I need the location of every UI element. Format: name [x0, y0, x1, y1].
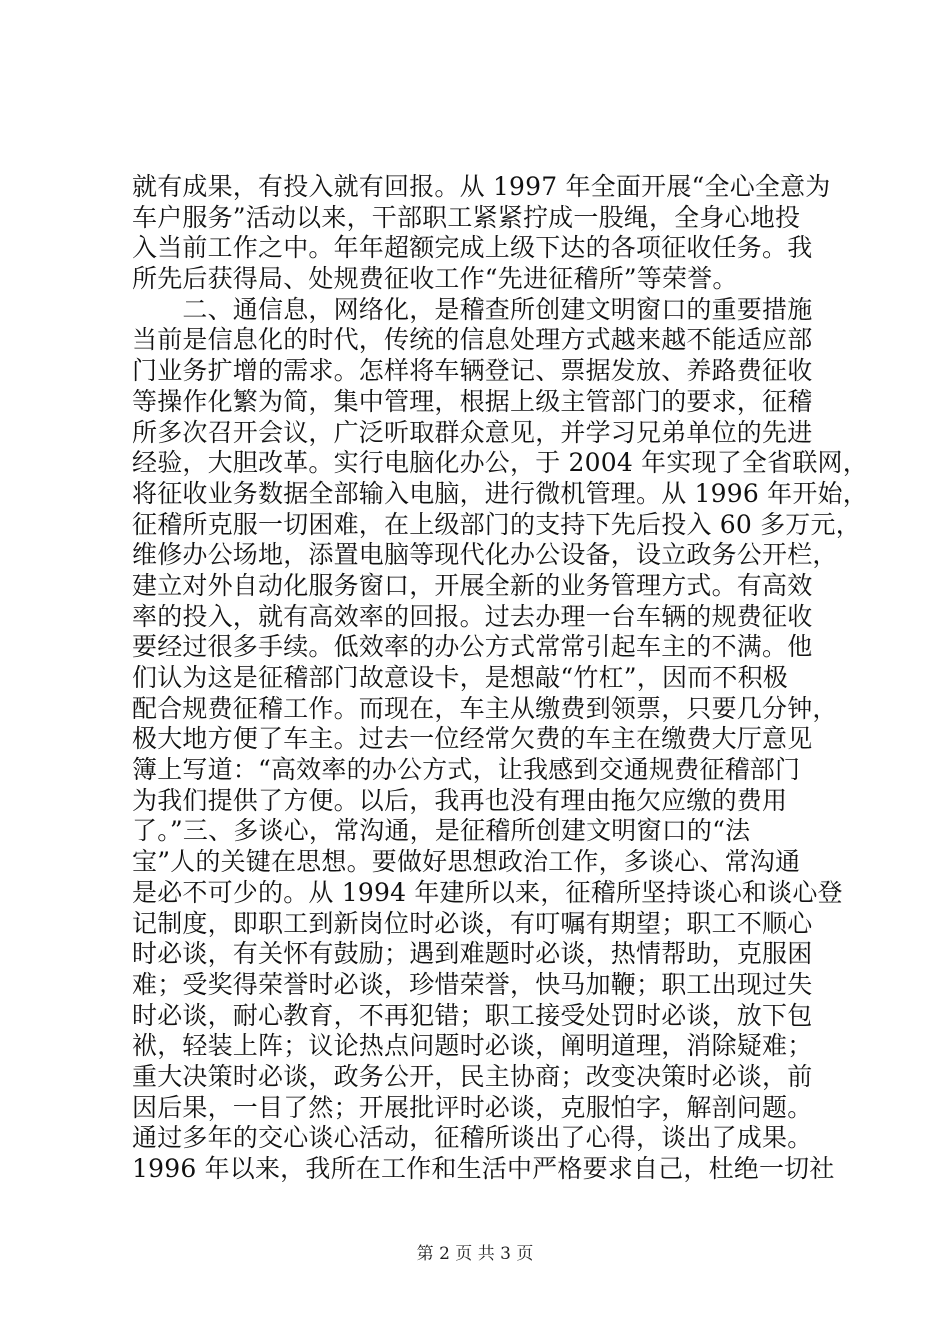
text-line: 建立对外自动化服务窗口，开展全新的业务管理方式。有高效: [132, 570, 813, 600]
text-line: 袱，轻装上阵；议论热点问题时必谈，阐明道理，消除疑难；: [132, 1031, 813, 1061]
text-line: 等操作化繁为简，集中管理，根据上级主管部门的要求，征稽: [132, 386, 813, 416]
text-line: 将征收业务数据全部输入电脑，进行微机管理。从 1996 年开始，: [132, 478, 868, 508]
text-line: 因后果，一目了然；开展批评时必谈，克服怕字，解剖问题。: [132, 1092, 813, 1122]
text-line: 征稽所克服一切困难，在上级部门的支持下先后投入 60 多万元，: [132, 509, 861, 539]
text-line: 宝”人的关键在思想。要做好思想政治工作，多谈心、常沟通: [132, 847, 801, 877]
text-line: 极大地方便了车主。过去一位经常欠费的车主在缴费大厅意见: [132, 724, 813, 754]
text-line: 入当前工作之中。年年超额完成上级下达的各项征收任务。我: [132, 233, 813, 263]
text-line: 时必谈，耐心教育，不再犯错；职工接受处罚时必谈，放下包: [132, 1000, 813, 1030]
text-line: 当前是信息化的时代，传统的信息处理方式越来越不能适应部: [132, 325, 813, 355]
text-line: 为我们提供了方便。以后，我再也没有理由拖欠应缴的费用: [132, 785, 788, 815]
text-line: 了。”三、多谈心，常沟通，是征稽所创建文明窗口的“法: [132, 816, 751, 846]
text-line: 是必不可少的。从 1994 年建所以来，征稽所坚持谈心和谈心登: [132, 877, 843, 907]
text-line: 难；受奖得荣誉时必谈，珍惜荣誉，快马加鞭；职工出现过失: [132, 969, 813, 999]
text-line: 记制度，即职工到新岗位时必谈，有叮嘱有期望；职工不顺心: [132, 908, 813, 938]
text-line: 就有成果，有投入就有回报。从 1997 年全面开展“全心全意为: [132, 172, 831, 201]
page-number-label: 第 2 页 共 3 页: [416, 1244, 534, 1264]
text-line: 1996 年以来，我所在工作和生活中严格要求自己，杜绝一切社: [132, 1154, 835, 1183]
text-line: 经验，大胆改革。实行电脑化办公，于 2004 年实现了全省联网，: [132, 448, 868, 478]
text-line: 所先后获得局、处规费征收工作“先进征稽所”等荣誉。: [132, 264, 738, 294]
text-line: 车户服务”活动以来，干部职工紧紧拧成一股绳，全身心地投: [132, 202, 801, 232]
text-line: 要经过很多手续。低效率的办公方式常常引起车主的不满。他: [132, 632, 813, 662]
text-line: 二、通信息，网络化，是稽查所创建文明窗口的重要措施: [132, 294, 813, 324]
text-line: 维修办公场地，添置电脑等现代化办公设备，设立政务公开栏，: [132, 540, 838, 570]
text-line: 簿上写道：“高效率的办公方式，让我感到交通规费征稽部门: [132, 755, 801, 785]
text-line: 配合规费征稽工作。而现在，车主从缴费到领票，只要几分钟，: [132, 693, 838, 723]
text-line: 所多次召开会议，广泛听取群众意见，并学习兄弟单位的先进: [132, 417, 813, 447]
body-text: [132, 172, 868, 1185]
text-line: 通过多年的交心谈心活动，征稽所谈出了心得，谈出了成果。: [132, 1123, 813, 1153]
text-line: 重大决策时必谈，政务公开，民主协商；改变决策时必谈，前: [132, 1061, 813, 1091]
page-footer: [0, 1244, 950, 1264]
text-line: 们认为这是征稽部门故意设卡，是想敲“竹杠”，因而不积极: [132, 663, 788, 692]
text-line: 门业务扩增的需求。怎样将车辆登记、票据发放、养路费征收: [132, 356, 813, 386]
text-line: 率的投入，就有高效率的回报。过去办理一台车辆的规费征收: [132, 601, 813, 631]
text-line: 时必谈，有关怀有鼓励；遇到难题时必谈，热情帮助，克服困: [132, 939, 813, 969]
